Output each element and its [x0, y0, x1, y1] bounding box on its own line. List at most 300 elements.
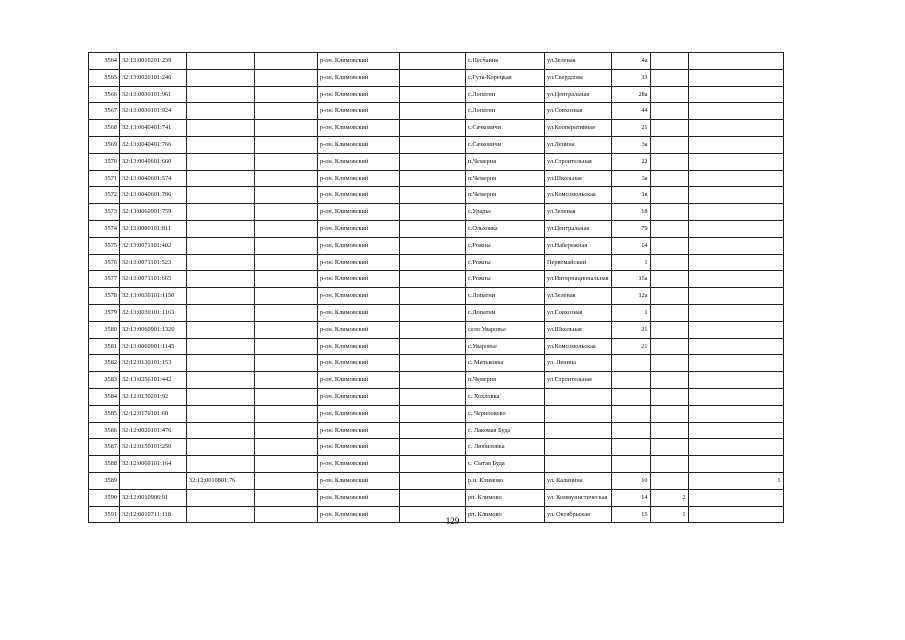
cell-house: 15а [611, 271, 650, 288]
table-row [89, 153, 784, 170]
cell-record-number: 3587 [89, 439, 120, 456]
table-row [89, 254, 784, 271]
cell-cadastral-number: 32:13:0030101:924 [120, 103, 187, 120]
cell-extra-value [688, 388, 783, 405]
cell-record-number: 3589 [89, 472, 120, 489]
cell-street [545, 388, 612, 405]
cell-cadastral-number-alt [187, 271, 255, 288]
cell-cadastral-number: 32:13:0010201:239 [120, 53, 187, 70]
cell-empty [255, 86, 318, 103]
cell-extra-value [688, 254, 783, 271]
cell-empty [400, 204, 466, 221]
cell-settlement: с.Лопатни [466, 103, 545, 120]
cell-record-number: 3586 [89, 422, 120, 439]
cell-house: 14 [611, 489, 650, 506]
cell-district: р-он. Климовский [318, 304, 400, 321]
cell-settlement: с. Чернооково [466, 405, 545, 422]
cell-extra-value [688, 103, 783, 120]
cell-record-number: 3579 [89, 304, 120, 321]
cell-extra-count [650, 439, 688, 456]
cell-extra-value [688, 237, 783, 254]
cell-house: 21 [611, 120, 650, 137]
cell-empty [255, 120, 318, 137]
cell-record-number: 3582 [89, 355, 120, 372]
cell-street: ул.Центральная [545, 86, 612, 103]
cell-empty [400, 372, 466, 389]
table-row [89, 271, 784, 288]
cell-settlement: с.Песчаник [466, 53, 545, 70]
cell-extra-count [650, 355, 688, 372]
cell-district: р-он. Климовский [318, 288, 400, 305]
cell-house [611, 372, 650, 389]
cell-empty [255, 472, 318, 489]
table-row [89, 422, 784, 439]
cell-cadastral-number-alt [187, 321, 255, 338]
cell-cadastral-number-alt [187, 204, 255, 221]
cell-cadastral-number: 32:13:0040601:574 [120, 170, 187, 187]
cell-district: р-он. Климовский [318, 153, 400, 170]
table-row [89, 204, 784, 221]
cell-cadastral-number-alt [187, 439, 255, 456]
cell-cadastral-number: 32:12:0170101:68 [120, 405, 187, 422]
cell-district: р-он. Климовский [318, 338, 400, 355]
cell-street: ул.Зеленая [545, 204, 612, 221]
cell-cadastral-number-alt [187, 422, 255, 439]
cell-extra-value [688, 456, 783, 473]
cell-record-number: 3569 [89, 136, 120, 153]
cell-extra-count [650, 153, 688, 170]
cell-house: 28а [611, 86, 650, 103]
cell-record-number: 3590 [89, 489, 120, 506]
cell-empty [255, 489, 318, 506]
cell-house: 21 [611, 321, 650, 338]
cell-empty [255, 153, 318, 170]
cell-empty [255, 170, 318, 187]
cell-extra-value [688, 187, 783, 204]
cell-district: р-он. Климовский [318, 271, 400, 288]
cell-cadastral-number-alt [187, 220, 255, 237]
cell-extra-value [688, 136, 783, 153]
cell-settlement: с. Лакомая Буда [466, 422, 545, 439]
cell-extra-value [688, 153, 783, 170]
cell-empty [255, 355, 318, 372]
cell-extra-count [650, 69, 688, 86]
cell-cadastral-number-alt [187, 254, 255, 271]
cell-district: р-он. Климовский [318, 204, 400, 221]
cell-cadastral-number-alt [187, 405, 255, 422]
cell-settlement: п.Чемерня [466, 187, 545, 204]
table-row [89, 321, 784, 338]
cell-empty [400, 53, 466, 70]
cell-record-number: 3571 [89, 170, 120, 187]
cell-empty [400, 355, 466, 372]
cell-house: 22 [611, 153, 650, 170]
cell-cadastral-number-alt [187, 355, 255, 372]
cell-empty [255, 220, 318, 237]
cell-cadastral-number: 32:13:0080101:811 [120, 220, 187, 237]
cell-district: р-он. Климовский [318, 472, 400, 489]
cell-street: ул. Калинина [545, 472, 612, 489]
cell-extra-value [688, 304, 783, 321]
cell-district: р-он. Климовский [318, 355, 400, 372]
cell-record-number: 3581 [89, 338, 120, 355]
cell-extra-count [650, 422, 688, 439]
cell-empty [400, 153, 466, 170]
cell-empty [400, 86, 466, 103]
cell-settlement: село Уваровье [466, 321, 545, 338]
cell-cadastral-number: 32:13:0071101:665 [120, 271, 187, 288]
cell-cadastral-number: 32:13:0030101:1163 [120, 304, 187, 321]
table-row [89, 405, 784, 422]
cell-street: ул.Ленина [545, 136, 612, 153]
cell-extra-value [688, 489, 783, 506]
cell-cadastral-number: 32:12:0010711:118 [120, 506, 187, 523]
cell-house [611, 422, 650, 439]
cell-empty [400, 103, 466, 120]
cell-empty [400, 422, 466, 439]
cell-cadastral-number: 32:12:0130201:92 [120, 388, 187, 405]
cell-extra-count [650, 237, 688, 254]
cell-cadastral-number: 32:13:0256101:442 [120, 372, 187, 389]
table-row [89, 355, 784, 372]
cell-house: 3а [611, 170, 650, 187]
cell-extra-value [688, 338, 783, 355]
cell-cadastral-number: 32:13:0060901:759 [120, 204, 187, 221]
cell-settlement: с.Ольховка [466, 220, 545, 237]
cell-empty [255, 204, 318, 221]
table-row [89, 472, 784, 489]
cell-house [611, 388, 650, 405]
cell-street: ул.Зеленая [545, 53, 612, 70]
cell-street: ул. Октябрьская [545, 506, 612, 523]
register-table [88, 52, 784, 523]
cell-extra-value [688, 170, 783, 187]
cell-house: 10 [611, 472, 650, 489]
cell-cadastral-number-alt [187, 388, 255, 405]
cell-settlement: с.Урарье [466, 204, 545, 221]
cell-record-number: 3567 [89, 103, 120, 120]
cell-cadastral-number-alt [187, 288, 255, 305]
table-row [89, 439, 784, 456]
cell-cadastral-number-alt [187, 120, 255, 137]
cell-district: р-он. Климовский [318, 170, 400, 187]
cell-street: ул.Строительная [545, 153, 612, 170]
cell-extra-count [650, 86, 688, 103]
cell-empty [400, 405, 466, 422]
cell-empty [255, 372, 318, 389]
cell-cadastral-number-alt [187, 153, 255, 170]
cell-extra-value [688, 422, 783, 439]
cell-street: ул.Кооперативная [545, 120, 612, 137]
cell-extra-count [650, 372, 688, 389]
cell-extra-count [650, 187, 688, 204]
cell-extra-value [688, 372, 783, 389]
cell-cadastral-number: 32:13:0040401:741 [120, 120, 187, 137]
cell-record-number: 3570 [89, 153, 120, 170]
cell-empty [400, 338, 466, 355]
cell-house [611, 405, 650, 422]
cell-cadastral-number-alt [187, 372, 255, 389]
cell-settlement: рп. Климово [466, 506, 545, 523]
cell-district: р-он. Климовский [318, 321, 400, 338]
cell-extra-count [650, 388, 688, 405]
table-row [89, 288, 784, 305]
table-row [89, 187, 784, 204]
table-row [89, 103, 784, 120]
cell-extra-count [650, 456, 688, 473]
cell-district: р-он. Климовский [318, 237, 400, 254]
cell-empty [255, 254, 318, 271]
cell-settlement: с. Сытая Буда [466, 456, 545, 473]
table-row [89, 456, 784, 473]
cell-empty [255, 271, 318, 288]
cell-empty [400, 69, 466, 86]
cell-street: ул.Набережная [545, 237, 612, 254]
cell-street: ул.Центральная [545, 220, 612, 237]
cell-record-number: 3566 [89, 86, 120, 103]
cell-cadastral-number: 32:12:0150101:250 [120, 439, 187, 456]
cell-district: р-он. Климовский [318, 86, 400, 103]
cell-house: 79 [611, 220, 650, 237]
cell-empty [255, 456, 318, 473]
table-row [89, 53, 784, 70]
cell-extra-count [650, 136, 688, 153]
cell-house: 44 [611, 103, 650, 120]
table-body [89, 53, 784, 523]
cell-record-number: 3583 [89, 372, 120, 389]
table-row [89, 388, 784, 405]
cell-cadastral-number: 32:13:0071101:402 [120, 237, 187, 254]
cell-extra-count [650, 204, 688, 221]
cell-settlement: с.Лопатни [466, 86, 545, 103]
cell-street: ул.Интернациональная [545, 271, 612, 288]
cell-house [611, 439, 650, 456]
cell-empty [400, 288, 466, 305]
cell-cadastral-number: 32:12:0020101:476 [120, 422, 187, 439]
cell-district: р-он. Климовский [318, 439, 400, 456]
cell-cadastral-number: 32:13:0060901:1320 [120, 321, 187, 338]
cell-empty [255, 53, 318, 70]
cell-empty [400, 254, 466, 271]
cell-empty [400, 136, 466, 153]
cell-settlement: п.Чемерня [466, 372, 545, 389]
cell-street [545, 422, 612, 439]
table-row [89, 489, 784, 506]
cell-empty [255, 439, 318, 456]
cell-street [545, 456, 612, 473]
cell-district: р-он. Климовский [318, 506, 400, 523]
cell-extra-count [650, 405, 688, 422]
cell-street: ул. Ленина [545, 355, 612, 372]
table-row [89, 304, 784, 321]
cell-cadastral-number-alt [187, 103, 255, 120]
cell-house: 33 [611, 69, 650, 86]
cell-district: р-он. Климовский [318, 405, 400, 422]
cell-extra-count [650, 254, 688, 271]
cell-district: р-он. Климовский [318, 120, 400, 137]
cell-extra-value [688, 271, 783, 288]
cell-record-number: 3572 [89, 187, 120, 204]
cell-cadastral-number-alt [187, 187, 255, 204]
cell-house: 15 [611, 506, 650, 523]
cell-empty [400, 220, 466, 237]
cell-cadastral-number: 32:12:0060101:164 [120, 456, 187, 473]
cell-cadastral-number: 32:13:0030101:1150 [120, 288, 187, 305]
cell-cadastral-number: 32:13:0040601:796 [120, 187, 187, 204]
cell-street: ул.Комсомольская [545, 338, 612, 355]
cell-empty [255, 405, 318, 422]
table-row [89, 237, 784, 254]
cell-district: р-он. Климовский [318, 69, 400, 86]
cell-empty [255, 338, 318, 355]
cell-empty [255, 187, 318, 204]
cell-empty [400, 439, 466, 456]
cell-settlement: с.Сачковичи [466, 136, 545, 153]
cell-empty [255, 321, 318, 338]
cell-cadastral-number: 32:13:0030101:961 [120, 86, 187, 103]
cell-house: 12а [611, 288, 650, 305]
cell-district: р-он. Климовский [318, 489, 400, 506]
cell-street: ул.Свердлова [545, 69, 612, 86]
table-row [89, 120, 784, 137]
cell-extra-value [688, 204, 783, 221]
cell-house [611, 355, 650, 372]
cell-cadastral-number: 32:13:0040401:766 [120, 136, 187, 153]
cell-settlement: с.Гута-Корецкая [466, 69, 545, 86]
cell-extra-count [650, 288, 688, 305]
cell-street [545, 405, 612, 422]
table-row [89, 86, 784, 103]
register-sheet [88, 52, 784, 523]
table-row [89, 372, 784, 389]
cell-empty [255, 388, 318, 405]
cell-district: р-он. Климовский [318, 53, 400, 70]
cell-cadastral-number-alt [187, 237, 255, 254]
cell-settlement: с.Лопатни [466, 304, 545, 321]
cell-empty [400, 388, 466, 405]
cell-cadastral-number-alt [187, 456, 255, 473]
cell-house: 1 [611, 254, 650, 271]
cell-settlement: с.Уваровье [466, 338, 545, 355]
cell-cadastral-number-alt [187, 170, 255, 187]
cell-extra-count [650, 170, 688, 187]
cell-record-number: 3564 [89, 53, 120, 70]
cell-cadastral-number: 32:13:0060901:1145 [120, 338, 187, 355]
cell-house [611, 456, 650, 473]
cell-district: р-он. Климовский [318, 422, 400, 439]
cell-empty [255, 136, 318, 153]
cell-street: ул. Коммунистическая [545, 489, 612, 506]
cell-settlement: с.Рожны [466, 271, 545, 288]
cell-extra-value [688, 439, 783, 456]
table-row [89, 338, 784, 355]
cell-record-number: 3575 [89, 237, 120, 254]
cell-record-number: 3584 [89, 388, 120, 405]
cell-street: ул.Совхозная [545, 103, 612, 120]
cell-settlement: с. Любиловка [466, 439, 545, 456]
cell-empty [400, 321, 466, 338]
cell-extra-value [688, 120, 783, 137]
cell-extra-count [650, 220, 688, 237]
cell-district: р-он. Климовский [318, 136, 400, 153]
cell-street [545, 439, 612, 456]
cell-district: р-он. Климовский [318, 388, 400, 405]
cell-empty [400, 170, 466, 187]
cell-cadastral-number-alt [187, 304, 255, 321]
cell-cadastral-number: 32:13:0040601:660 [120, 153, 187, 170]
cell-extra-count [650, 271, 688, 288]
cell-street: ул.Школьная [545, 170, 612, 187]
cell-extra-value [688, 53, 783, 70]
cell-cadastral-number-alt [187, 53, 255, 70]
cell-cadastral-number-alt [187, 489, 255, 506]
cell-extra-value [688, 355, 783, 372]
cell-settlement: п.Чемерня [466, 170, 545, 187]
page-number: 129 [445, 516, 460, 526]
cell-settlement: рп. Климово [466, 489, 545, 506]
cell-cadastral-number: 32:13:0071101:523 [120, 254, 187, 271]
cell-settlement: п.Чемерня [466, 153, 545, 170]
table-row [89, 69, 784, 86]
cell-settlement: с. Хохловка [466, 388, 545, 405]
cell-record-number: 3585 [89, 405, 120, 422]
cell-record-number: 3591 [89, 506, 120, 523]
cell-district: р-он. Климовский [318, 254, 400, 271]
cell-cadastral-number-alt [187, 338, 255, 355]
cell-settlement: с.Лопатни [466, 288, 545, 305]
cell-cadastral-number [120, 472, 187, 489]
cell-house: 18 [611, 204, 650, 221]
cell-cadastral-number: 32:13:0020101:246 [120, 69, 187, 86]
cell-extra-value: 1 [688, 472, 783, 489]
cell-extra-value [688, 86, 783, 103]
cell-record-number: 3588 [89, 456, 120, 473]
cell-settlement: р.п. Климово [466, 472, 545, 489]
cell-extra-count [650, 321, 688, 338]
cell-extra-count [650, 120, 688, 137]
cell-record-number: 3565 [89, 69, 120, 86]
cell-house: 3а [611, 136, 650, 153]
cell-house: 1 [611, 304, 650, 321]
cell-house: 14 [611, 237, 650, 254]
cell-extra-count [650, 338, 688, 355]
cell-empty [400, 304, 466, 321]
cell-district: р-он. Климовский [318, 220, 400, 237]
cell-district: р-он. Климовский [318, 372, 400, 389]
cell-empty [400, 472, 466, 489]
cell-cadastral-number-alt [187, 86, 255, 103]
cell-empty [255, 69, 318, 86]
cell-empty [400, 120, 466, 137]
table-row [89, 170, 784, 187]
cell-record-number: 3574 [89, 220, 120, 237]
cell-cadastral-number: 32:12:0010906:91 [120, 489, 187, 506]
cell-settlement: с.Рожны [466, 237, 545, 254]
cell-settlement: с. Митьковка [466, 355, 545, 372]
cell-street: ул.Комсомольская [545, 187, 612, 204]
cell-extra-count [650, 304, 688, 321]
cell-empty [255, 422, 318, 439]
cell-extra-count [650, 53, 688, 70]
cell-cadastral-number-alt: 32:12:0010801:76 [187, 472, 255, 489]
cell-extra-value [688, 405, 783, 422]
cell-extra-count: 2 [650, 489, 688, 506]
cell-extra-value [688, 321, 783, 338]
cell-street: Первомайский [545, 254, 612, 271]
cell-street: ул.Совхозная [545, 304, 612, 321]
cell-cadastral-number-alt [187, 69, 255, 86]
cell-settlement: с.Рожны [466, 254, 545, 271]
